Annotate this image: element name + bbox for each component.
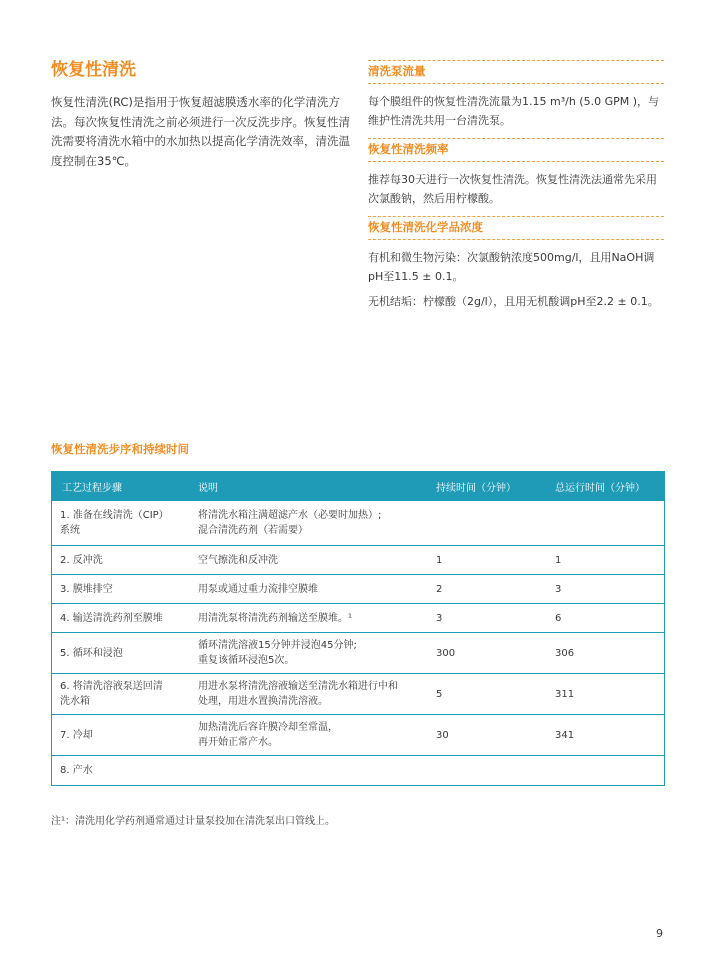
right-column: [368, 60, 664, 319]
table-row: [52, 674, 664, 715]
chemical-heading: 恢复性清洗化学品浓度: [368, 216, 664, 240]
table-header-row: [52, 472, 664, 501]
intro-paragraph: 恢复性清洗(RC)是指用于恢复超滤膜透水率的化学清洗方法。每次恢复性清洗之前必须进行一次反洗步序。恢复性清洗需要将清洗水箱中的水加热以提高化学清洗效率，清洗温度控制在35℃。: [51, 95, 350, 168]
left-column: [51, 58, 351, 171]
flow-section: [368, 60, 664, 130]
row-step: 6. 将清洗溶液泵送回清 洗水箱: [52, 674, 188, 715]
row-duration: 2: [426, 575, 545, 604]
cleaning-steps-table: [51, 471, 665, 786]
chemical-text-organic: 有机和微生物污染：次氯酸钠浓度500mg/l，且用NaOH调pH至11.5 ± 0.1。: [368, 251, 655, 283]
header-description: 说明: [198, 482, 218, 494]
row-total-time: 1: [545, 546, 664, 575]
row-step: 2. 反冲洗: [52, 546, 188, 575]
row-total-time: [545, 501, 664, 546]
table-row: [52, 633, 664, 674]
row-step: 7. 冷却: [52, 715, 188, 756]
flow-heading: 清洗泵流量: [368, 60, 664, 84]
frequency-section: [368, 138, 664, 208]
row-step: 1. 准备在线清洗（CIP） 系统: [52, 501, 188, 546]
row-description: 用进水泵将清洗溶液输送至清洗水箱进行中和 处理，用进水置换清洗溶液。: [188, 674, 426, 715]
table-row: [52, 501, 664, 546]
row-duration: 3: [426, 604, 545, 633]
row-total-time: 3: [545, 575, 664, 604]
table-row: [52, 756, 664, 785]
row-description: 将清洗水箱注满超滤产水（必要时加热）; 混合清洗药剂（若需要）: [188, 501, 426, 546]
chemical-section: [368, 216, 664, 311]
table-title: 恢复性清洗步序和持续时间: [51, 442, 189, 456]
row-duration: 5: [426, 674, 545, 715]
header-duration: 持续时间（分钟）: [436, 482, 516, 494]
row-total-time: 6: [545, 604, 664, 633]
row-description: 用泵或通过重力流排空膜堆: [188, 575, 426, 604]
row-duration: [426, 756, 545, 785]
row-description: 循环清洗溶液15分钟并浸泡45分钟; 重复该循环浸泡5次。: [188, 633, 426, 674]
row-duration: [426, 501, 545, 546]
flow-text: 每个膜组件的恢复性清洗流量为1.15 m³/h (5.0 GPM )，与维护性清洗共用一台清洗泵。: [368, 95, 660, 127]
row-duration: 1: [426, 546, 545, 575]
row-total-time: [545, 756, 664, 785]
row-total-time: 341: [545, 715, 664, 756]
row-step: 8. 产水: [52, 756, 188, 785]
header-step: 工艺过程步骤: [62, 482, 122, 494]
table-row: [52, 715, 664, 756]
table-row: [52, 575, 664, 604]
row-total-time: 311: [545, 674, 664, 715]
page-title: 恢复性清洗: [51, 60, 136, 80]
row-description: [188, 756, 426, 785]
table-footnote: 注¹：清洗用化学药剂通常通过计量泵投加在清洗泵出口管线上。: [51, 816, 336, 827]
table-row: [52, 604, 664, 633]
page-number: 9: [656, 927, 663, 940]
header-total-time: 总运行时间（分钟）: [555, 482, 645, 494]
row-duration: 30: [426, 715, 545, 756]
row-step: 3. 膜堆排空: [52, 575, 188, 604]
row-duration: 300: [426, 633, 545, 674]
chemical-text-inorganic: 无机结垢：柠檬酸（2g/l），且用无机酸调pH至2.2 ± 0.1。: [368, 295, 659, 308]
table-row: [52, 546, 664, 575]
row-step: 4. 输送清洗药剂至膜堆: [52, 604, 188, 633]
row-description: 加热清洗后容许膜冷却至常温， 再开始正常产水。: [188, 715, 426, 756]
row-total-time: 306: [545, 633, 664, 674]
frequency-text: 推荐每30天进行一次恢复性清洗。恢复性清洗法通常先采用次氯酸钠，然后用柠檬酸。: [368, 173, 657, 205]
row-description: 空气擦洗和反冲洗: [188, 546, 426, 575]
row-step: 5. 循环和浸泡: [52, 633, 188, 674]
row-description: 用清洗泵将清洗药剂输送至膜堆。¹: [188, 604, 426, 633]
frequency-heading: 恢复性清洗频率: [368, 138, 664, 162]
